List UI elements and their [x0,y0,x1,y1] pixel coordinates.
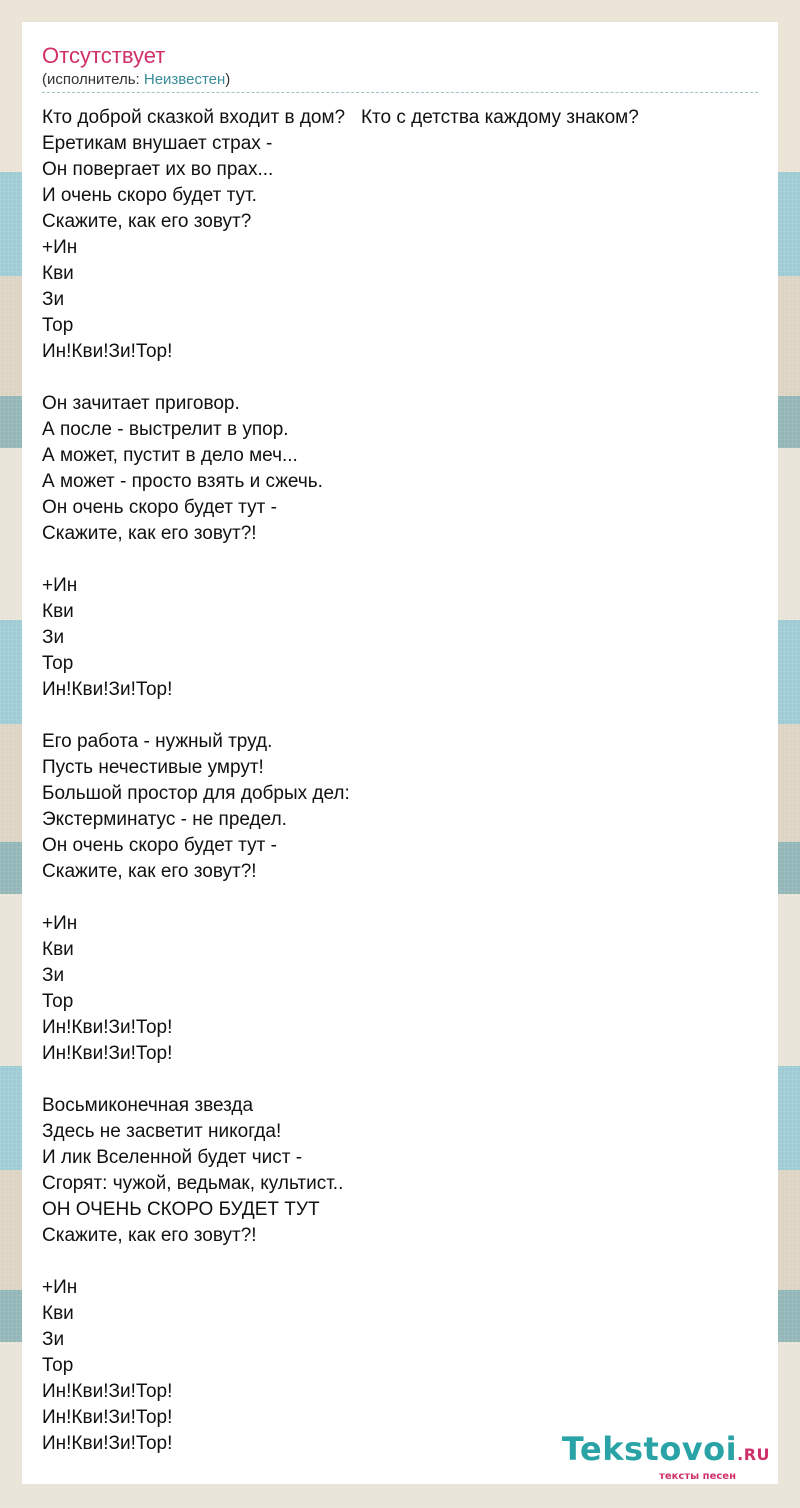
lyric-line [42,1249,758,1275]
lyric-line [42,703,758,729]
lyric-line: Еретикам внушает страх - [42,133,273,154]
lyric-line: Кви [42,263,74,284]
lyric-line: И очень скоро будет тут. [42,185,257,206]
lyric-line: И лик Вселенной будет чист - [42,1147,303,1168]
lyric-line: Ин!Кви!Зи!Тор! [42,1407,173,1428]
lyric-line: Скажите, как его зовут?! [42,523,257,544]
lyric-line: Кто доброй сказкой входит в дом? Кто с детства каждому знаком? [42,107,639,128]
artist-prefix: (исполнитель: [42,71,144,88]
lyric-line: А после - выстрелит в упор. [42,419,289,440]
lyric-line: Кви [42,939,74,960]
lyric-line: Ин!Кви!Зи!Тор! [42,1017,173,1038]
lyric-line: Его работа - нужный труд. [42,731,273,752]
lyric-line: Пусть нечестивые умрут! [42,757,264,778]
lyric-line: Сгорят: чужой, ведьмак, культист.. [42,1173,344,1194]
artist-link[interactable]: Неизвестен [143,71,226,88]
lyrics-text [42,105,758,1457]
lyric-line [42,547,758,573]
lyric-line: Тор [42,315,74,336]
lyrics-card [22,22,778,1484]
lyric-line [42,885,758,911]
lyric-line: Зи [42,289,65,310]
lyric-line: Скажите, как его зовут? [42,211,252,232]
logo-domain: .RU [737,1445,770,1464]
lyric-line: Он очень скоро будет тут - [42,835,277,856]
lyric-line: А может, пустит в дело меч... [42,445,298,466]
lyric-line: Скажите, как его зовут?! [42,1225,257,1246]
lyric-line: А может - просто взять и сжечь. [42,471,323,492]
lyric-line: Ин!Кви!Зи!Тор! [42,1433,173,1454]
lyric-line: Скажите, как его зовут?! [42,861,257,882]
lyric-line: Здесь не засветит никогда! [42,1121,282,1142]
lyric-line: Восьмиконечная звезда [42,1095,254,1116]
lyric-line: +Ин [42,237,78,258]
lyric-line: Ин!Кви!Зи!Тор! [42,1043,173,1064]
lyric-line: Тор [42,991,74,1012]
lyric-line: Зи [42,965,65,986]
lyric-line: Он повергает их во прах... [42,159,274,180]
lyric-line: Большой простор для добрых дел: [42,783,350,804]
artist-suffix: ) [225,71,231,88]
lyric-line: Ин!Кви!Зи!Тор! [42,341,173,362]
lyric-line: +Ин [42,575,78,596]
lyric-line: Он зачитает приговор. [42,393,240,414]
lyric-line: Ин!Кви!Зи!Тор! [42,1381,173,1402]
song-title: Отсутствует [42,43,166,68]
lyric-line: Зи [42,1329,65,1350]
logo-name: Tekstovoi [561,1430,738,1468]
artist-line [42,70,758,93]
lyric-line: Экстерминатус - не предел. [42,809,287,830]
lyric-line: ОН ОЧЕНЬ СКОРО БУДЕТ ТУТ [42,1199,320,1220]
lyric-line: Он очень скоро будет тут - [42,497,277,518]
lyric-line: +Ин [42,1277,78,1298]
site-logo[interactable] [562,1432,770,1482]
lyric-line [42,1067,758,1093]
lyric-line: Кви [42,1303,74,1324]
lyric-line: Зи [42,627,65,648]
logo-tagline: тексты песен [659,1471,736,1482]
lyric-line [42,365,758,391]
lyric-line: Ин!Кви!Зи!Тор! [42,679,173,700]
lyric-line: Тор [42,653,74,674]
lyric-line: +Ин [42,913,78,934]
logo-wordmark [562,1432,770,1472]
lyric-line: Тор [42,1355,74,1376]
lyric-line: Кви [42,601,74,622]
